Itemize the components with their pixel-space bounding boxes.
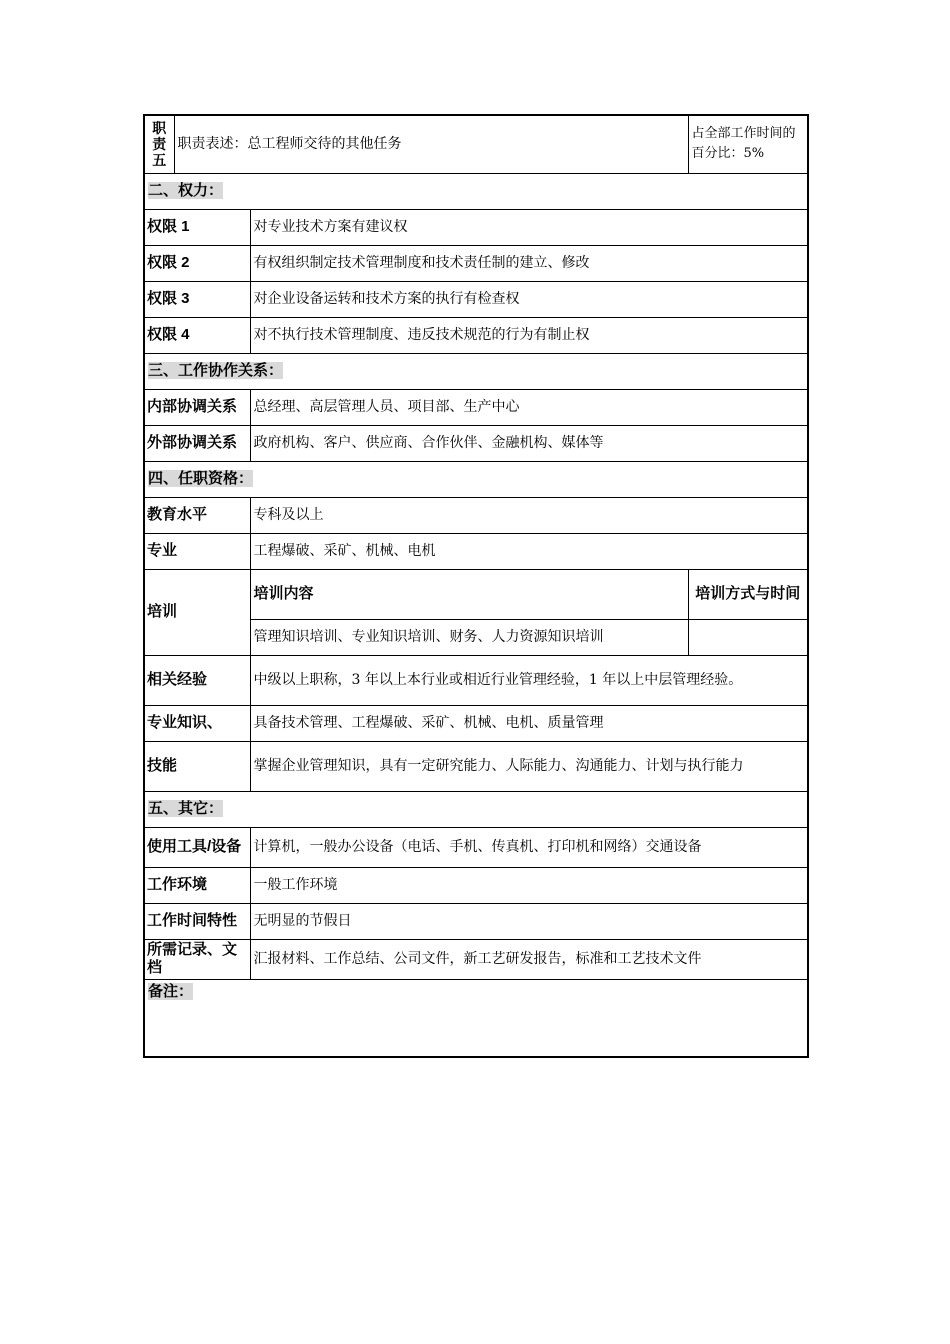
section-relations-title: 三、工作协作关系：	[148, 362, 284, 379]
remarks-row	[144, 979, 808, 1057]
training-method-header: 培训方式与时间	[688, 569, 808, 619]
skills-label: 技能	[144, 741, 250, 791]
authority-label: 权限 2	[144, 245, 250, 281]
authority-row	[144, 281, 808, 317]
relation-label: 内部协调关系	[144, 389, 250, 425]
training-content-text: 管理知识培训、专业知识培训、财务、人力资源知识培训	[250, 619, 688, 655]
section-others-title: 五、其它：	[148, 800, 224, 817]
duty-label: 职责五	[144, 115, 174, 173]
other-label: 所需记录、文档	[144, 939, 250, 979]
knowledge-label: 专业知识、	[144, 705, 250, 741]
other-text: 计算机，一般办公设备（电话、手机、传真机、打印机和网络）交通设备	[250, 827, 808, 867]
authority-text: 对企业设备运转和技术方案的执行有检查权	[250, 281, 808, 317]
job-description-table	[143, 114, 809, 1058]
relation-text: 政府机构、客户、供应商、合作伙伴、金融机构、媒体等	[250, 425, 808, 461]
remarks-title: 备注：	[148, 982, 194, 1000]
relation-text: 总经理、高层管理人员、项目部、生产中心	[250, 389, 808, 425]
experience-label: 相关经验	[144, 655, 250, 705]
authority-text: 对不执行技术管理制度、违反技术规范的行为有制止权	[250, 317, 808, 353]
other-text: 汇报材料、工作总结、公司文件，新工艺研发报告，标准和工艺技术文件	[250, 939, 808, 979]
authority-label: 权限 4	[144, 317, 250, 353]
other-text: 无明显的节假日	[250, 903, 808, 939]
other-row	[144, 867, 808, 903]
major-text: 工程爆破、采矿、机械、电机	[250, 533, 808, 569]
skills-text: 掌握企业管理知识，具有一定研究能力、人际能力、沟通能力、计划与执行能力	[250, 741, 808, 791]
duty-time-percentage: 占全部工作时间的百分比：5%	[688, 115, 808, 173]
authority-row	[144, 317, 808, 353]
other-label: 工作环境	[144, 867, 250, 903]
relation-label: 外部协调关系	[144, 425, 250, 461]
other-label: 工作时间特性	[144, 903, 250, 939]
education-label: 教育水平	[144, 497, 250, 533]
other-row	[144, 827, 808, 867]
authority-row	[144, 245, 808, 281]
section-qualifications-title: 四、任职资格：	[148, 470, 254, 487]
relation-row	[144, 425, 808, 461]
section-qualifications-row	[144, 461, 808, 497]
other-label: 使用工具/设备	[144, 827, 250, 867]
training-label: 培训	[144, 569, 250, 655]
duty-row	[144, 115, 808, 173]
relation-row	[144, 389, 808, 425]
education-text: 专科及以上	[250, 497, 808, 533]
authority-text: 对专业技术方案有建议权	[250, 209, 808, 245]
training-method-text	[688, 619, 808, 655]
other-row	[144, 939, 808, 979]
experience-row	[144, 655, 808, 705]
other-row	[144, 903, 808, 939]
section-authority-title: 二、权力：	[148, 182, 224, 199]
duty-description: 职责表述：总工程师交待的其他任务	[174, 115, 688, 173]
knowledge-text: 具备技术管理、工程爆破、采矿、机械、电机、质量管理	[250, 705, 808, 741]
training-content-header: 培训内容	[250, 569, 688, 619]
section-others-row	[144, 791, 808, 827]
experience-text: 中级以上职称，3 年以上本行业或相近行业管理经验，1 年以上中层管理经验。	[250, 655, 808, 705]
major-label: 专业	[144, 533, 250, 569]
education-row	[144, 497, 808, 533]
other-text: 一般工作环境	[250, 867, 808, 903]
major-row	[144, 533, 808, 569]
authority-row	[144, 209, 808, 245]
authority-label: 权限 1	[144, 209, 250, 245]
knowledge-row	[144, 705, 808, 741]
section-relations-row	[144, 353, 808, 389]
authority-text: 有权组织制定技术管理制度和技术责任制的建立、修改	[250, 245, 808, 281]
training-header-row	[144, 569, 808, 619]
section-authority-row	[144, 173, 808, 209]
authority-label: 权限 3	[144, 281, 250, 317]
skills-row	[144, 741, 808, 791]
